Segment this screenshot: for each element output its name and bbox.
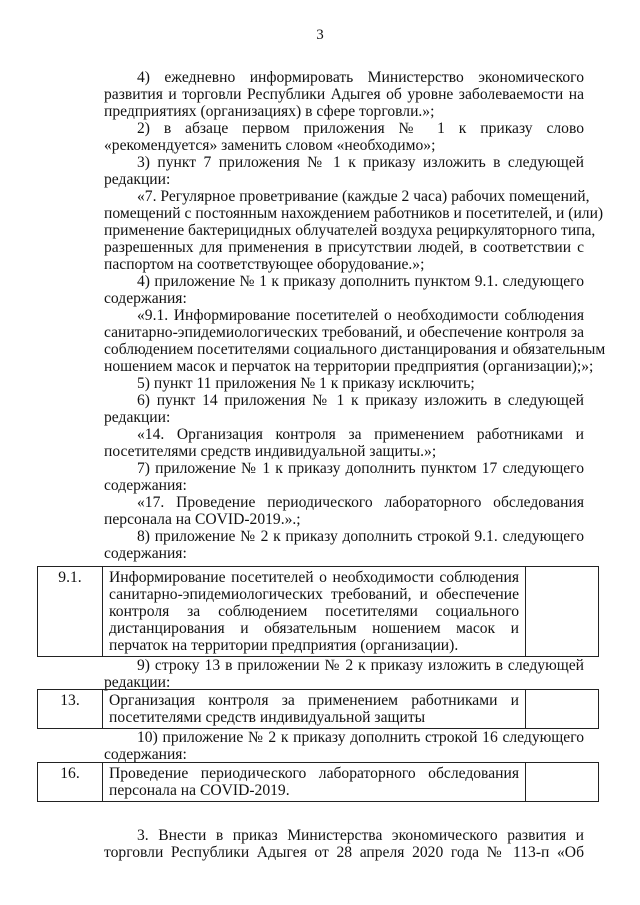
text-line: редакции: [104, 171, 171, 188]
page-number: 3 [316, 27, 324, 43]
text-line: 3) пункт 7 приложения № 1 к приказу изложить в следующей [137, 154, 584, 171]
row-text [103, 763, 526, 802]
text-line: разрешенных для применения в присутствии людей, в соответствии с [104, 239, 584, 256]
text-line: торговли Республики Адыгея от 28 апреля 2020 года № 113-п «Об [104, 844, 584, 861]
text-line: 6) пункт 14 приложения № 1 к приказу изложить в следующей [137, 392, 584, 409]
text-line: персонала на COVID-2019.».; [104, 511, 301, 528]
text-line: ношением масок и перчаток на территории предприятия (организации);»; [104, 358, 594, 375]
table-row-16 [37, 762, 599, 802]
row-number: 9.1. [38, 567, 103, 657]
text-line: 2) в абзаце первом приложения № 1 к приказу слово [137, 120, 584, 137]
cell-line: дистанцирования и обязательным ношением масок и [109, 620, 519, 637]
text-line: развития и торговли Республики Адыгея об уровне заболеваемости на [104, 86, 584, 103]
text-line: посетителями средств индивидуальной защиты.»; [104, 443, 437, 460]
text-line: 10) приложение № 2 к приказу дополнить строкой 16 следующего [137, 729, 584, 746]
text-line: «рекомендуется» заменить словом «необходимо»; [104, 137, 436, 154]
empty-cell [526, 567, 599, 657]
cell-line: Проведение периодического лабораторного обследования [109, 765, 519, 782]
cell-line: перчаток на территории предприятия (организации). [109, 637, 459, 654]
text-line: «17. Проведение периодического лабораторного обследования [137, 494, 584, 511]
text-line: 7) приложение № 1 к приказу дополнить пунктом 17 следующего [137, 460, 584, 477]
text-line: содержания: [104, 477, 187, 494]
row-text [103, 690, 526, 729]
text-line: 4) ежедневно информировать Министерство экономического [137, 69, 584, 86]
text-line: редакции: [104, 674, 171, 691]
text-line: соблюдением посетителями социального дистанцирования и обязательным [104, 341, 606, 358]
text-line: содержания: [104, 290, 187, 307]
text-line: 8) приложение № 2 к приказу дополнить строкой 9.1. следующего [137, 528, 584, 545]
text-line: содержания: [104, 545, 187, 562]
text-line: предприятиях (организациях) в сфере торговли.»; [104, 103, 435, 120]
text-line: 9) строку 13 в приложении № 2 к приказу изложить в следующей [137, 657, 584, 674]
text-line: 5) пункт 11 приложения № 1 к приказу исключить; [137, 375, 475, 392]
row-text [103, 567, 526, 657]
text-line: санитарно-эпидемиологических требований, и обеспечение контроля за [104, 324, 584, 341]
empty-cell [526, 690, 599, 729]
text-line: «14. Организация контроля за применением работниками и [137, 426, 584, 443]
cell-line: санитарно-эпидемиологических требований, и обеспечение [109, 586, 519, 603]
text-line: 3. Внести в приказ Министерства экономического развития и [137, 827, 584, 844]
text-line: редакции: [104, 409, 171, 426]
text-line: применение бактерицидных облучателей воздуха рециркуляторного типа, [104, 222, 596, 239]
cell-line: персонала на COVID-2019. [109, 782, 290, 799]
cell-line: Организация контроля за применением работниками и [109, 692, 519, 709]
text-line: «9.1. Информирование посетителей о необходимости соблюдения [137, 307, 584, 324]
row-number: 16. [38, 763, 103, 802]
cell-line: контроля за соблюдением посетителями социального [109, 603, 519, 620]
table-row-13 [37, 689, 599, 729]
cell-line: посетителями средств индивидуальной защиты [109, 709, 426, 726]
text-line: содержания: [104, 746, 187, 763]
text-line: паспортом на соответствующее оборудование.»; [104, 256, 425, 273]
text-line: помещений с постоянным нахождением работников и посетителей, и (или) [104, 205, 604, 222]
cell-line: Информирование посетителей о необходимости соблюдения [109, 569, 519, 586]
empty-cell [526, 763, 599, 802]
table-row-9-1 [37, 566, 599, 657]
row-number: 13. [38, 690, 103, 729]
text-line: «7. Регулярное проветривание (каждые 2 часа) рабочих помещений, [137, 188, 590, 205]
text-line: 4) приложение № 1 к приказу дополнить пунктом 9.1. следующего [137, 273, 584, 290]
